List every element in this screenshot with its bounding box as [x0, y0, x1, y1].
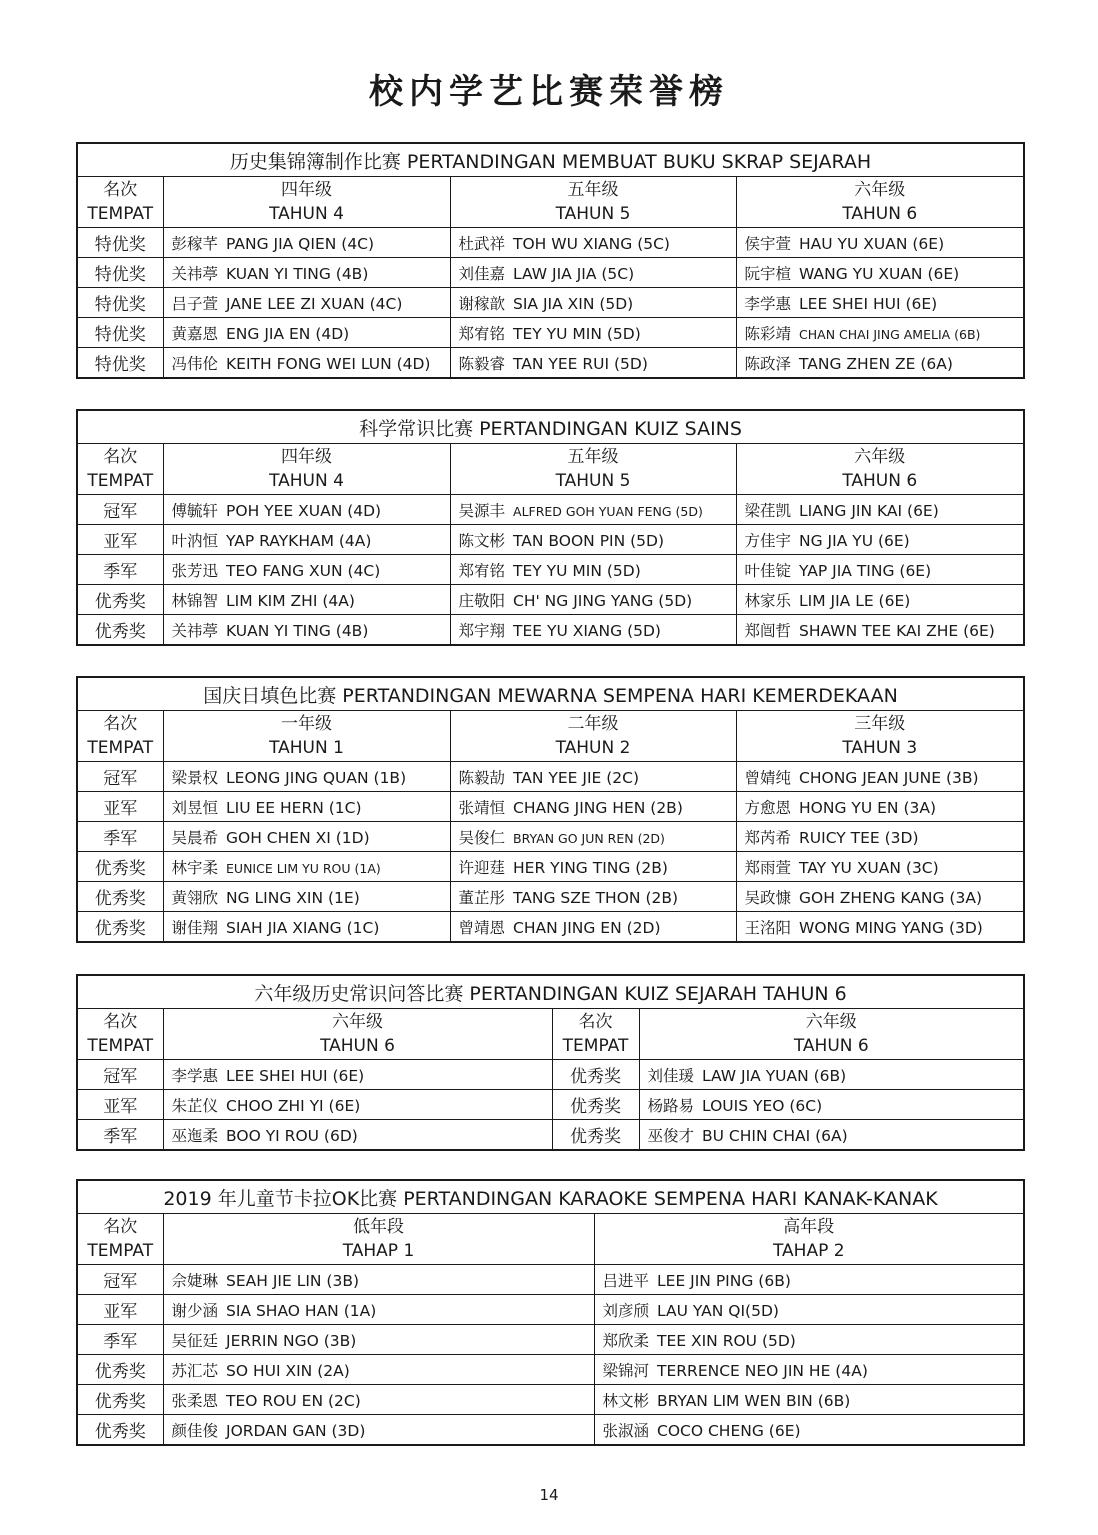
winner-cell: 杨路易 LOUIS YEO (6C): [639, 1090, 1024, 1120]
winner-cell: 郑闿哲 SHAWN TEE KAI ZHE (6E): [736, 615, 1024, 646]
col-header: 六年级 TAHUN 6: [163, 1009, 552, 1060]
winner-cell: 吴源丰 ALFRED GOH YUAN FENG (5D): [450, 495, 736, 525]
winner-cell: 关祎葶 KUAN YI TING (4B): [163, 615, 450, 646]
col-header: 二年级 TAHUN 2: [450, 711, 736, 762]
col-rank-header: 名次 TEMPAT: [77, 1009, 163, 1060]
col-header: 三年级 TAHUN 3: [736, 711, 1024, 762]
col-header: 六年级 TAHUN 6: [736, 444, 1024, 495]
winner-cell: 张靖恒 CHANG JING HEN (2B): [450, 792, 736, 822]
winner-cell: 谢稼歆 SIA JIA XIN (5D): [450, 288, 736, 318]
table-row: [77, 822, 1024, 852]
rank-cell: 季军: [77, 555, 163, 585]
table-heading: 国庆日填色比赛 PERTANDINGAN MEWARNA SEMPENA HARI KEMERDEKAAN: [77, 677, 1024, 711]
col-header: 一年级 TAHUN 1: [163, 711, 450, 762]
table-row: [77, 912, 1024, 943]
winner-cell: 阮宇楦 WANG YU XUAN (6E): [736, 258, 1024, 288]
table-row: [77, 228, 1024, 258]
col-rank-header: 名次 TEMPAT: [77, 177, 163, 228]
table-karaoke: [76, 1179, 1025, 1446]
winner-cell: 吴俊仁 BRYAN GO JUN REN (2D): [450, 822, 736, 852]
winner-cell: 郑宇翔 TEE YU XIANG (5D): [450, 615, 736, 646]
winner-cell: 曾婧纯 CHONG JEAN JUNE (3B): [736, 762, 1024, 792]
winner-cell: 刘昱恒 LIU EE HERN (1C): [163, 792, 450, 822]
winner-cell: 张柔恩 TEO ROU EN (2C): [163, 1385, 594, 1415]
page-number: 14: [539, 1486, 559, 1504]
col-header: 六年级 TAHUN 6: [736, 177, 1024, 228]
rank-cell: 冠军: [77, 495, 163, 525]
rank-cell: 亚军: [77, 1295, 163, 1325]
table-row: [77, 1090, 1024, 1120]
winner-cell: 陈文彬 TAN BOON PIN (5D): [450, 525, 736, 555]
winner-cell: 侯宇萱 HAU YU XUAN (6E): [736, 228, 1024, 258]
winner-cell: 郑宥铭 TEY YU MIN (5D): [450, 318, 736, 348]
rank-cell: 优秀奖: [77, 912, 163, 943]
table-row: [77, 1265, 1024, 1295]
winner-cell: 董芷彤 TANG SZE THON (2B): [450, 882, 736, 912]
table-row: [77, 525, 1024, 555]
rank-cell: 优秀奖: [77, 852, 163, 882]
rank-cell: 优秀奖: [77, 615, 163, 646]
winner-cell: 巫俊才 BU CHIN CHAI (6A): [639, 1120, 1024, 1151]
rank-cell: 冠军: [77, 1265, 163, 1295]
winner-cell: 梁荏凯 LIANG JIN KAI (6E): [736, 495, 1024, 525]
winner-cell: 佘婕琳 SEAH JIE LIN (3B): [163, 1265, 594, 1295]
winner-cell: 林文彬 BRYAN LIM WEN BIN (6B): [594, 1385, 1024, 1415]
table-row: [77, 882, 1024, 912]
rank-cell: 冠军: [77, 1060, 163, 1090]
winner-cell: 谢少涵 SIA SHAO HAN (1A): [163, 1295, 594, 1325]
rank-cell: 优秀奖: [552, 1090, 639, 1120]
rank-cell: 季军: [77, 822, 163, 852]
table-row: [77, 852, 1024, 882]
rank-cell: 亚军: [77, 792, 163, 822]
winner-cell: 叶汭恒 YAP RAYKHAM (4A): [163, 525, 450, 555]
table-row: [77, 348, 1024, 379]
table-history-scrapbook: [76, 142, 1025, 379]
winner-cell: 杜武祥 TOH WU XIANG (5C): [450, 228, 736, 258]
col-header: 六年级 TAHUN 6: [639, 1009, 1024, 1060]
winner-cell: 关祎葶 KUAN YI TING (4B): [163, 258, 450, 288]
col-header: 五年级 TAHUN 5: [450, 444, 736, 495]
table-row: [77, 495, 1024, 525]
col-header: 高年段 TAHAP 2: [594, 1214, 1024, 1265]
page-title: 校内学艺比赛荣誉榜: [369, 72, 729, 112]
winner-cell: 许迎莛 HER YING TING (2B): [450, 852, 736, 882]
rank-cell: 优秀奖: [77, 882, 163, 912]
col-rank-header: 名次 TEMPAT: [77, 711, 163, 762]
winner-cell: 彭稼芊 PANG JIA QIEN (4C): [163, 228, 450, 258]
winner-cell: 吴晨希 GOH CHEN XI (1D): [163, 822, 450, 852]
col-rank-header: 名次 TEMPAT: [552, 1009, 639, 1060]
winner-cell: 朱芷仪 CHOO ZHI YI (6E): [163, 1090, 552, 1120]
winner-cell: 吕子萱 JANE LEE ZI XUAN (4C): [163, 288, 450, 318]
table-row: [77, 258, 1024, 288]
winner-cell: 谢佳翔 SIAH JIA XIANG (1C): [163, 912, 450, 943]
rank-cell: 特优奖: [77, 318, 163, 348]
winner-cell: 苏汇芯 SO HUI XIN (2A): [163, 1355, 594, 1385]
winner-cell: 陈彩靖 CHAN CHAI JING AMELIA (6B): [736, 318, 1024, 348]
table-row: [77, 1355, 1024, 1385]
winner-cell: 张芳迅 TEO FANG XUN (4C): [163, 555, 450, 585]
table-heading: 历史集锦簿制作比赛 PERTANDINGAN MEMBUAT BUKU SKRAP SEJARAH: [77, 143, 1024, 177]
winner-cell: 梁景权 LEONG JING QUAN (1B): [163, 762, 450, 792]
winner-cell: 张淑涵 COCO CHENG (6E): [594, 1415, 1024, 1446]
rank-cell: 冠军: [77, 762, 163, 792]
col-rank-header: 名次 TEMPAT: [77, 1214, 163, 1265]
col-header: 五年级 TAHUN 5: [450, 177, 736, 228]
rank-cell: 特优奖: [77, 348, 163, 379]
rank-cell: 优秀奖: [552, 1060, 639, 1090]
winner-cell: 方愈恩 HONG YU EN (3A): [736, 792, 1024, 822]
winner-cell: 郑欣柔 TEE XIN ROU (5D): [594, 1325, 1024, 1355]
winner-cell: 林家乐 LIM JIA LE (6E): [736, 585, 1024, 615]
rank-cell: 优秀奖: [552, 1120, 639, 1151]
winner-cell: 王洺阳 WONG MING YANG (3D): [736, 912, 1024, 943]
rank-cell: 优秀奖: [77, 1355, 163, 1385]
col-rank-header: 名次 TEMPAT: [77, 444, 163, 495]
winner-cell: 冯伟伦 KEITH FONG WEI LUN (4D): [163, 348, 450, 379]
winner-cell: 黄嘉恩 ENG JIA EN (4D): [163, 318, 450, 348]
winner-cell: 叶佳锭 YAP JIA TING (6E): [736, 555, 1024, 585]
table-row: [77, 1325, 1024, 1355]
winner-cell: 刘佳嘉 LAW JIA JIA (5C): [450, 258, 736, 288]
winner-cell: 吴政慷 GOH ZHENG KANG (3A): [736, 882, 1024, 912]
winner-cell: 林锦智 LIM KIM ZHI (4A): [163, 585, 450, 615]
rank-cell: 优秀奖: [77, 1385, 163, 1415]
winner-cell: 傅毓轩 POH YEE XUAN (4D): [163, 495, 450, 525]
winner-cell: 林宇柔 EUNICE LIM YU ROU (1A): [163, 852, 450, 882]
table-history-quiz-y6: [76, 974, 1025, 1151]
winner-cell: 李学惠 LEE SHEI HUI (6E): [736, 288, 1024, 318]
winner-cell: 陈毅睿 TAN YEE RUI (5D): [450, 348, 736, 379]
col-header: 低年段 TAHAP 1: [163, 1214, 594, 1265]
table-row: [77, 615, 1024, 646]
rank-cell: 亚军: [77, 525, 163, 555]
table-row: [77, 792, 1024, 822]
table-row: [77, 1415, 1024, 1446]
winner-cell: 郑雨萱 TAY YU XUAN (3C): [736, 852, 1024, 882]
winner-cell: 黄翎欣 NG LING XIN (1E): [163, 882, 450, 912]
winner-cell: 吕进平 LEE JIN PING (6B): [594, 1265, 1024, 1295]
winner-cell: 郑宥铭 TEY YU MIN (5D): [450, 555, 736, 585]
winner-cell: 颜佳俊 JORDAN GAN (3D): [163, 1415, 594, 1446]
rank-cell: 特优奖: [77, 288, 163, 318]
winner-cell: 梁锦河 TERRENCE NEO JIN HE (4A): [594, 1355, 1024, 1385]
rank-cell: 优秀奖: [77, 1415, 163, 1446]
table-row: [77, 1060, 1024, 1090]
winner-cell: 李学惠 LEE SHEI HUI (6E): [163, 1060, 552, 1090]
table-row: [77, 288, 1024, 318]
winner-cell: 郑芮希 RUICY TEE (3D): [736, 822, 1024, 852]
rank-cell: 季军: [77, 1120, 163, 1151]
table-row: [77, 1385, 1024, 1415]
winner-cell: 刘彦颀 LAU YAN QI(5D): [594, 1295, 1024, 1325]
table-row: [77, 555, 1024, 585]
winner-cell: 巫迤柔 BOO YI ROU (6D): [163, 1120, 552, 1151]
rank-cell: 优秀奖: [77, 585, 163, 615]
table-heading: 2019 年儿童节卡拉OK比赛 PERTANDINGAN KARAOKE SEMPENA HARI KANAK-KANAK: [77, 1180, 1024, 1214]
table-heading: 六年级历史常识问答比赛 PERTANDINGAN KUIZ SEJARAH TAHUN 6: [77, 975, 1024, 1009]
table-science-quiz: [76, 409, 1025, 646]
rank-cell: 季军: [77, 1325, 163, 1355]
winner-cell: 吴征廷 JERRIN NGO (3B): [163, 1325, 594, 1355]
table-row: [77, 318, 1024, 348]
rank-cell: 亚军: [77, 1090, 163, 1120]
col-header: 四年级 TAHUN 4: [163, 444, 450, 495]
table-row: [77, 585, 1024, 615]
rank-cell: 特优奖: [77, 258, 163, 288]
winner-cell: 刘佳瑗 LAW JIA YUAN (6B): [639, 1060, 1024, 1090]
rank-cell: 特优奖: [77, 228, 163, 258]
table-merdeka-colouring: [76, 676, 1025, 943]
table-row: [77, 762, 1024, 792]
table-heading: 科学常识比赛 PERTANDINGAN KUIZ SAINS: [77, 410, 1024, 444]
winner-cell: 陈政泽 TANG ZHEN ZE (6A): [736, 348, 1024, 379]
winner-cell: 方佳宇 NG JIA YU (6E): [736, 525, 1024, 555]
col-header: 四年级 TAHUN 4: [163, 177, 450, 228]
table-row: [77, 1120, 1024, 1151]
winner-cell: 曾靖恩 CHAN JING EN (2D): [450, 912, 736, 943]
winner-cell: 庄敬阳 CH' NG JING YANG (5D): [450, 585, 736, 615]
table-row: [77, 1295, 1024, 1325]
winner-cell: 陈毅劼 TAN YEE JIE (2C): [450, 762, 736, 792]
